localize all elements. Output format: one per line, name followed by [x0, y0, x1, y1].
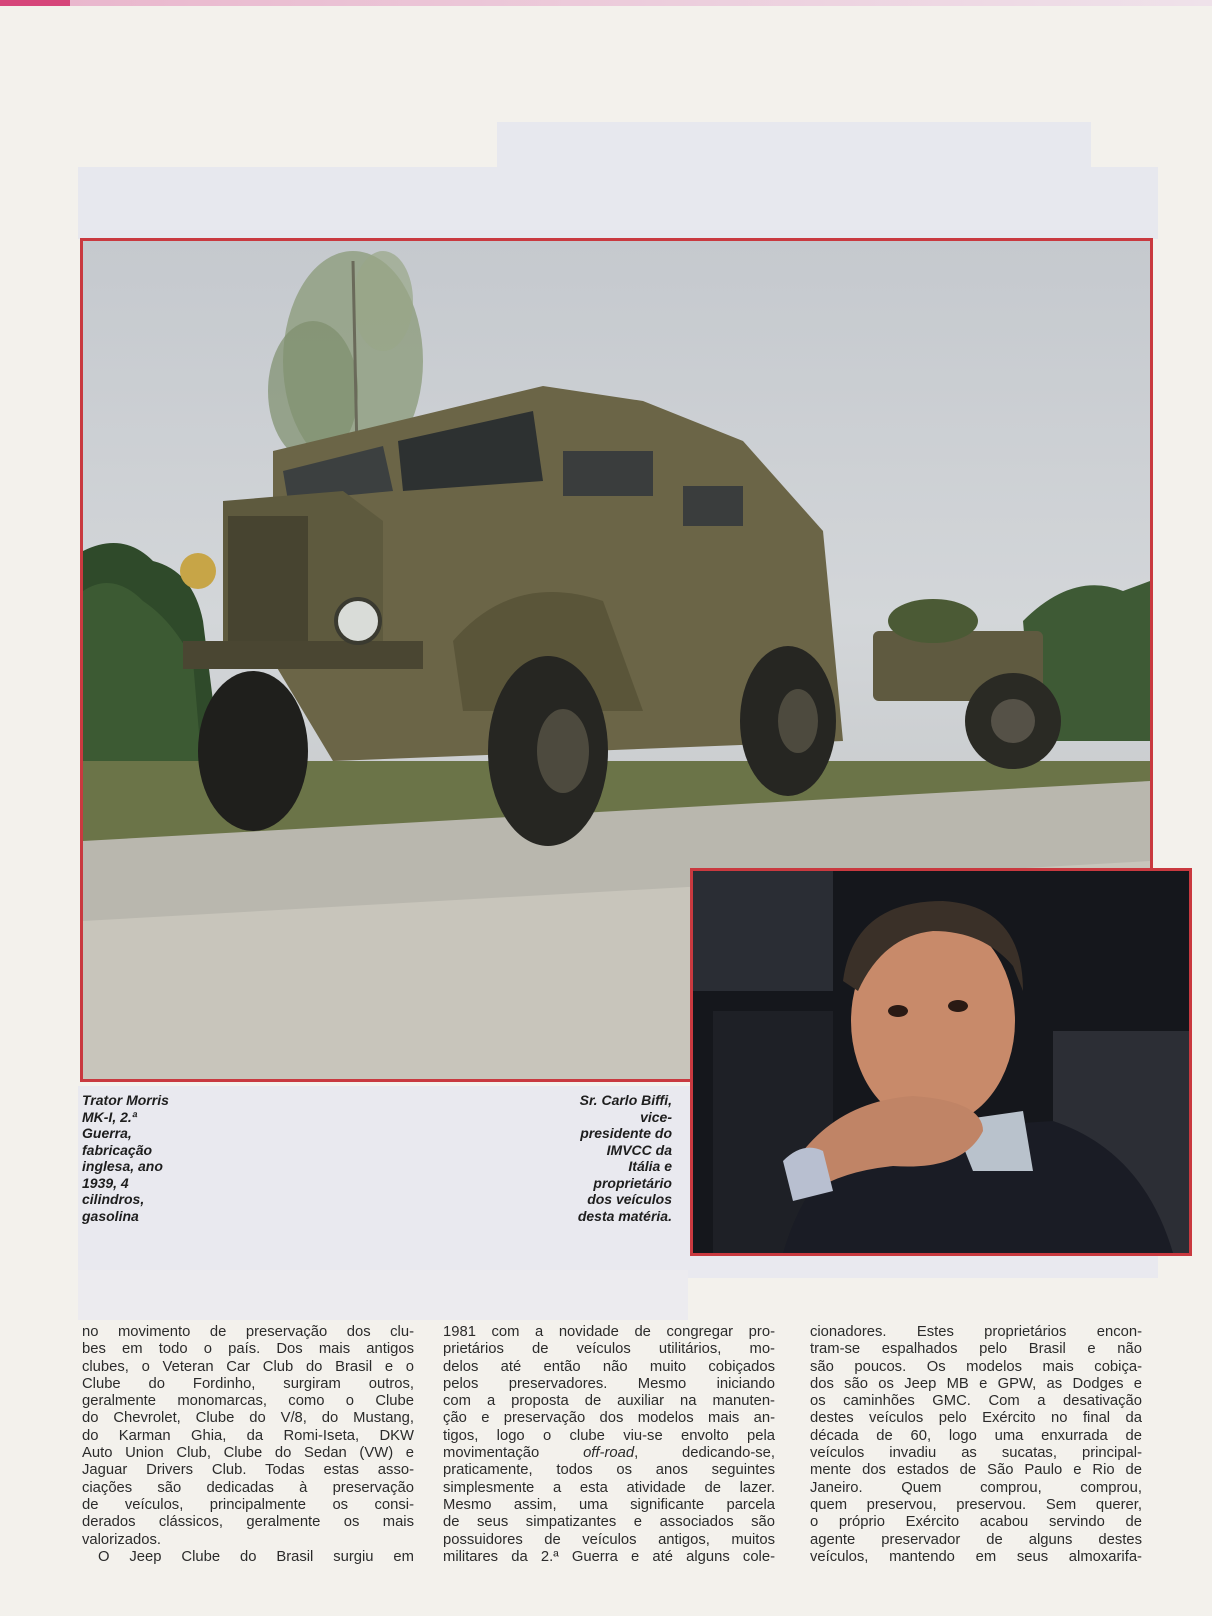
text-line: com a proposta de auxiliar na manuten- — [443, 1393, 775, 1410]
text-line: praticamente, todos os anos seguintes — [443, 1462, 775, 1479]
text-line: década de 60, logo uma enxurrada de — [810, 1427, 1142, 1444]
text-line: são poucos. Os modelos mais cobiça- — [810, 1358, 1142, 1375]
text-line: delos até então não muito cobiçados — [443, 1358, 775, 1375]
text-line: no movimento de preservação dos clu- — [82, 1324, 414, 1340]
text-line: geralmente monomarcas, como o Clube — [82, 1393, 414, 1410]
caption-line: Itália e — [628, 1158, 672, 1174]
caption-line: inglesa, ano — [82, 1158, 163, 1174]
text-line: O Jeep Clube do Brasil surgiu em — [98, 1548, 414, 1565]
text-line: prietários de veículos utilitários, mo- — [443, 1341, 775, 1358]
italic-term: off-road — [583, 1445, 635, 1462]
text-line — [443, 1445, 775, 1462]
background-band — [497, 122, 1091, 170]
text-line: Jaguar Drivers Club. Todas estas asso- — [82, 1462, 414, 1479]
text-line: Auto Union Club, Clube do Sedan (VW) e — [82, 1445, 414, 1462]
text-line: quem preservou, preservou. Sem querer, — [810, 1496, 1142, 1513]
text-line: mente dos estados de São Paulo e Rio de — [810, 1462, 1142, 1479]
text-line: dos são os Jeep MB e GPW, as Dodges e — [810, 1375, 1142, 1392]
carlo-biffi-portrait — [690, 868, 1192, 1256]
caption-line: gasolina — [82, 1207, 139, 1224]
caption-line: IMVCC da — [606, 1141, 672, 1158]
text-line: destes veículos pelo Exército no final da — [810, 1410, 1142, 1427]
text-line: 1981 com a novidade de congregar pro- — [443, 1324, 775, 1340]
caption-line: desta matéria. — [577, 1207, 672, 1224]
text-line: do Karman Ghia, da Romi-Iseta, DKW — [82, 1427, 414, 1444]
caption-line: 1939, 4 — [82, 1174, 129, 1191]
article-column-2 — [443, 1324, 775, 1566]
text-line: do Chevrolet, Clube do V/8, do Mustang, — [82, 1410, 414, 1427]
text-line: possuidores de veículos antigos, muitos — [443, 1531, 775, 1548]
caption-line: Trator Morris — [82, 1092, 169, 1108]
text-span: movimentação — [443, 1445, 584, 1462]
text-line: bes em todo o país. Dos mais antigos — [82, 1341, 414, 1358]
text-line: veículos, mantendo em seus almoxarifa- — [810, 1548, 1142, 1565]
text-line: simplesmente a esta atividade de lazer. — [443, 1479, 775, 1496]
caption-line: presidente do — [580, 1125, 672, 1141]
text-line: Janeiro. Quem comprou, comprou, — [810, 1479, 1142, 1496]
text-span: , dedicando-se, — [634, 1445, 775, 1462]
caption-line: dos veículos — [587, 1191, 672, 1207]
article-column-3 — [810, 1324, 1142, 1566]
text-line: valorizados. — [82, 1531, 161, 1548]
text-line: ciações são dedicadas à preservação — [82, 1479, 414, 1496]
text-line: de veículos, principalmente os consi- — [82, 1496, 414, 1513]
text-line: pelos preservadores. Mesmo iniciando — [443, 1375, 775, 1392]
caption-line: Sr. Carlo Biffi, — [579, 1092, 672, 1108]
caption-line: fabricação — [82, 1141, 153, 1158]
photo-caption-tractor — [82, 1092, 242, 1224]
text-line: de seus simpatizantes e associados são — [443, 1514, 775, 1531]
text-line: cionadores. Estes proprietários encon- — [810, 1324, 1142, 1340]
text-line: Clube do Fordinho, surgiram outros, — [82, 1375, 414, 1392]
text-line: Mesmo assim, uma significante parcela — [443, 1496, 775, 1513]
caption-line: MK-I, 2.ª — [82, 1108, 137, 1125]
article-column-1 — [82, 1324, 414, 1566]
caption-line: Guerra, — [82, 1125, 132, 1141]
background-band — [78, 167, 1158, 239]
top-color-strip — [0, 0, 1212, 6]
text-line: tram-se espalhados pelo Brasil e não — [810, 1341, 1142, 1358]
text-line: ção e preservação dos modelos mais an- — [443, 1410, 775, 1427]
text-line: os caminhões GMC. Com a desativação — [810, 1393, 1142, 1410]
text-line: clubes, o Veteran Car Club do Brasil e o — [82, 1358, 414, 1375]
text-line: o próprio Exército acabou servindo de — [810, 1514, 1142, 1531]
caption-line: proprietário — [593, 1174, 672, 1191]
caption-band — [78, 1270, 688, 1320]
text-line: derados clássicos, geralmente os mais — [82, 1514, 414, 1531]
text-line: tigos, logo o clube viu-se envolto pela — [443, 1427, 775, 1444]
text-line: agente preservador de alguns destes — [810, 1531, 1142, 1548]
caption-line: vice- — [640, 1108, 672, 1125]
caption-line: cilindros, — [82, 1191, 145, 1207]
text-line: militares da 2.ª Guerra e até alguns cole- — [443, 1548, 775, 1565]
photo-caption-portrait — [520, 1092, 672, 1224]
text-line: veículos invadiu as sucatas, principal- — [810, 1445, 1142, 1462]
